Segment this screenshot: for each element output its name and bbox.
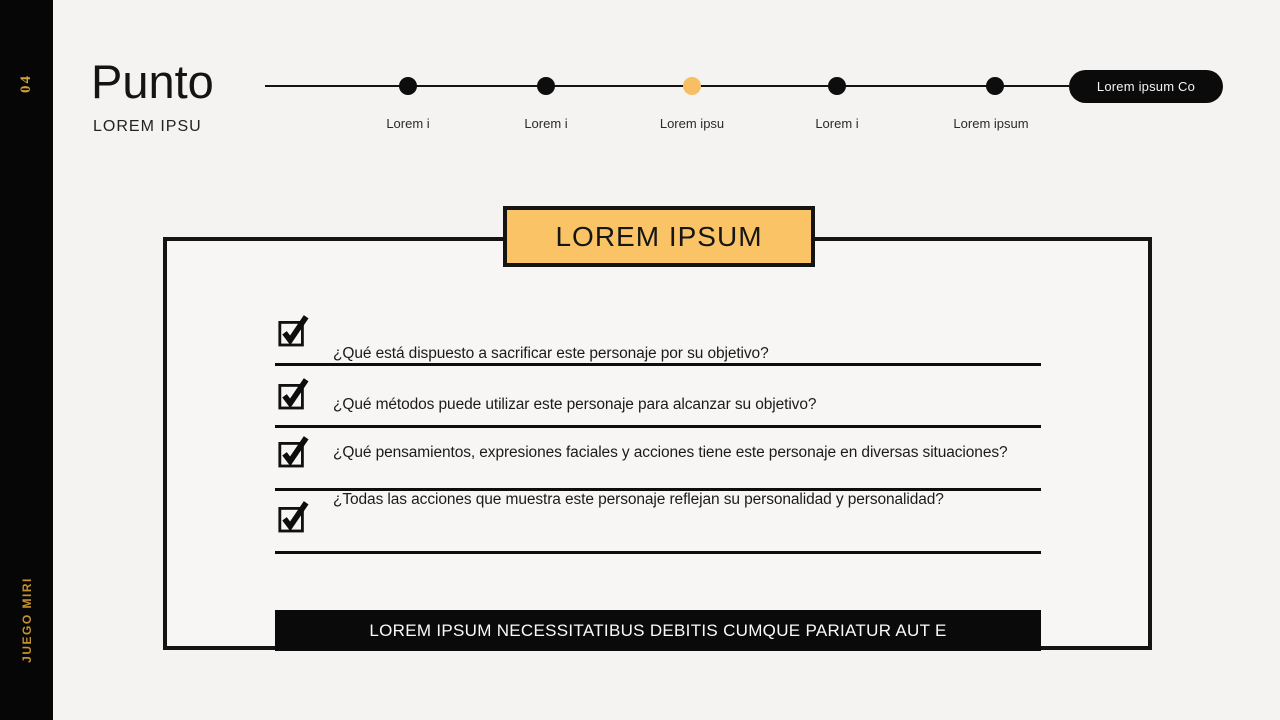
timeline-label-3: Lorem ipsu [659,116,725,131]
sidebar-footer-wrap [0,560,53,680]
underline [275,551,1041,554]
sidebar-footer-text: JUEGO MIRI [19,577,34,663]
timeline-line [265,85,1069,87]
panel-footer-banner: LOREM IPSUM NECESSITATIBUS DEBITIS CUMQUE PARIATUR AUT E [275,610,1041,651]
checklist-panel [163,237,1152,650]
timeline-dot-1 [399,77,417,95]
timeline-dot-3-active [683,77,701,95]
checkbox-checked-icon[interactable] [277,374,309,410]
timeline-label-2: Lorem i [524,116,568,131]
page-title: Punto [91,55,214,108]
timeline-label-1: Lorem i [386,116,430,131]
timeline-dot-4 [828,77,846,95]
checkbox-checked-icon[interactable] [277,311,309,347]
slide-number-wrap [0,38,53,128]
timeline-label-5: Lorem ipsum [953,116,1029,131]
underline [275,425,1041,428]
panel-title-box: LOREM IPSUM [503,206,815,267]
timeline-dot-2 [537,77,555,95]
checklist-question: ¿Qué está dispuesto a sacrificar este personaje por su objetivo? [333,345,769,362]
checkbox-checked-icon[interactable] [277,497,309,533]
checkbox-checked-icon[interactable] [277,432,309,468]
timeline-label-4: Lorem i [815,116,859,131]
page-subtitle: LOREM IPSU [93,118,202,135]
checklist-question: ¿Qué métodos puede utilizar este personaje para alcanzar su objetivo? [333,396,817,413]
sidebar [0,0,53,720]
slide-number: 04 [18,73,34,93]
timeline-end-button[interactable]: Lorem ipsum Co [1069,70,1223,103]
checklist-question: ¿Todas las acciones que muestra este personaje reflejan su personalidad y personalidad? [333,491,944,508]
checklist-question: ¿Qué pensamientos, expresiones faciales y acciones tiene este personaje en diversas situaciones? [333,444,1008,461]
underline [275,363,1041,366]
timeline-dot-5 [986,77,1004,95]
